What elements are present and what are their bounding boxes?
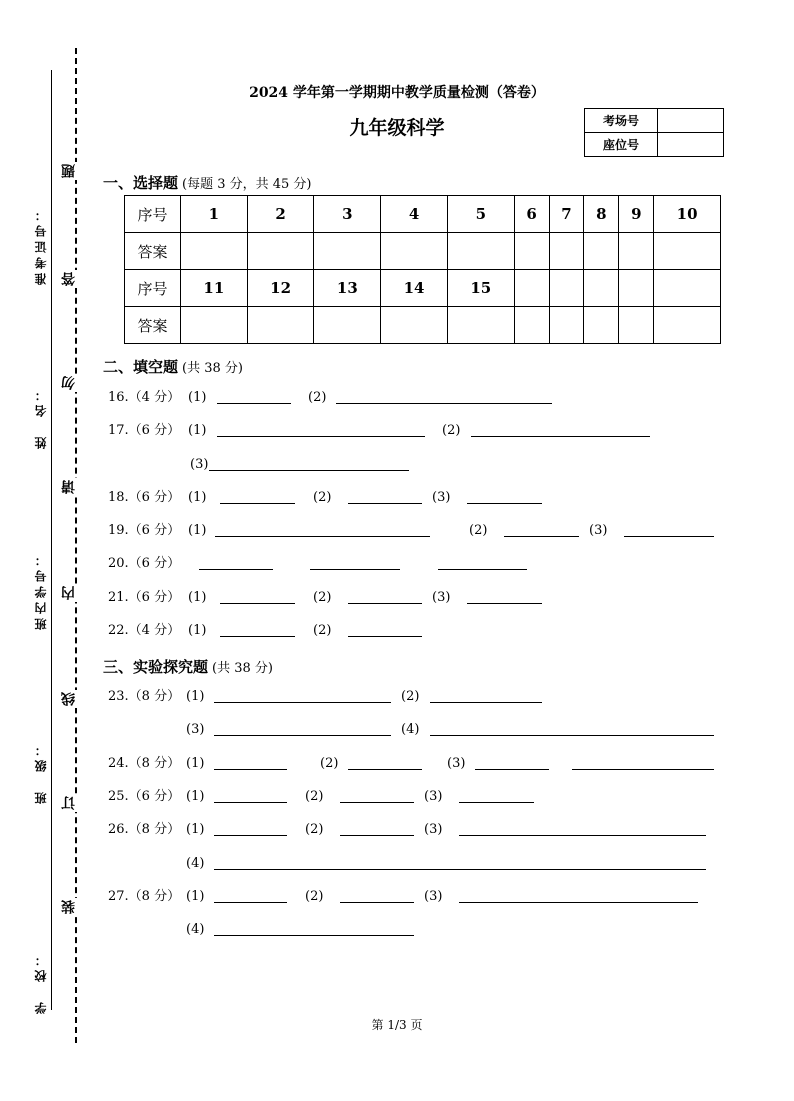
question-20 [0, 555, 794, 573]
question-number [619, 270, 654, 307]
question-number: 12 [247, 270, 314, 307]
question-number [514, 270, 549, 307]
answer-blank[interactable] [214, 921, 414, 936]
answer-blank[interactable] [459, 821, 706, 836]
answer-blank[interactable] [340, 888, 414, 903]
question-23-line-2 [0, 721, 794, 739]
class-number-field: 班内学号： [34, 550, 48, 630]
answer-blank[interactable] [336, 389, 552, 404]
seal-char: 订 [61, 796, 77, 810]
question-16 [0, 389, 794, 407]
part-label: (2) [401, 689, 420, 704]
row-label-answer: 答案 [125, 233, 181, 270]
answer-blank[interactable] [459, 888, 698, 903]
question-number: 1 [181, 196, 248, 233]
part-label: (1) [188, 623, 207, 638]
seal-char: 装 [61, 900, 77, 914]
question-number [584, 270, 619, 307]
question-number: 2 [247, 196, 314, 233]
answer-cell[interactable] [654, 307, 721, 344]
part-label: (3) [447, 756, 466, 771]
question-26-line-2 [0, 855, 794, 873]
part-label: (1) [188, 423, 207, 438]
question-label: 27.（8 分） [108, 889, 181, 904]
part-label: (3) [186, 722, 205, 737]
class-field: 班 级： [34, 740, 48, 804]
question-26 [0, 821, 794, 839]
question-label: 22.（4 分） [108, 623, 181, 638]
answer-cell[interactable] [514, 233, 549, 270]
section-2-heading [103, 356, 243, 377]
exam-room-seat-box [584, 108, 724, 157]
answer-cell[interactable] [447, 307, 514, 344]
answer-blank[interactable] [220, 489, 295, 504]
answer-cell[interactable] [584, 233, 619, 270]
answer-cell[interactable] [549, 233, 584, 270]
question-label: 19.（6 分） [108, 523, 181, 538]
answer-blank[interactable] [438, 555, 527, 570]
question-19 [0, 522, 794, 540]
answer-blank[interactable] [217, 422, 425, 437]
answer-blank[interactable] [340, 821, 414, 836]
part-label: (3) [424, 889, 443, 904]
question-label: 16.（4 分） [108, 390, 181, 405]
answer-blank[interactable] [209, 456, 409, 471]
section-1-title: 一、选择题 [103, 174, 179, 192]
question-number: 11 [181, 270, 248, 307]
question-number: 7 [549, 196, 584, 233]
part-label: (1) [188, 523, 207, 538]
answer-blank[interactable] [572, 755, 714, 770]
seal-char: 勿 [61, 376, 77, 390]
question-number [654, 270, 721, 307]
answer-cell[interactable] [247, 307, 314, 344]
answer-blank[interactable] [199, 555, 273, 570]
question-label: 24.（8 分） [108, 756, 181, 771]
answer-cell[interactable] [247, 233, 314, 270]
part-label: (1) [186, 789, 205, 804]
question-21 [0, 589, 794, 607]
part-label: (2) [308, 390, 327, 405]
section-1-note: (每题 3 分，共 45 分) [182, 177, 312, 192]
seal-char: 答 [61, 272, 77, 286]
answer-blank[interactable] [220, 589, 295, 604]
section-3-title: 三、实验探究题 [103, 658, 209, 676]
question-label: 17.（6 分） [108, 423, 181, 438]
part-label: (2) [305, 789, 324, 804]
answer-blank[interactable] [340, 788, 414, 803]
question-27 [0, 888, 794, 906]
answer-cell[interactable] [654, 233, 721, 270]
part-label: (3) [424, 789, 443, 804]
answer-blank[interactable] [214, 788, 287, 803]
part-label: (1) [186, 889, 205, 904]
answer-cell[interactable] [181, 307, 248, 344]
answer-blank[interactable] [220, 622, 295, 637]
row-label-number: 序号 [125, 270, 181, 307]
row-label-answer: 答案 [125, 307, 181, 344]
question-label: 18.（6 分） [108, 490, 181, 505]
answer-blank[interactable] [475, 755, 549, 770]
answer-cell[interactable] [447, 233, 514, 270]
answer-cell[interactable] [619, 307, 654, 344]
answer-cell[interactable] [181, 233, 248, 270]
question-label: 21.（6 分） [108, 590, 181, 605]
answer-blank[interactable] [624, 522, 714, 537]
answer-cell[interactable] [584, 307, 619, 344]
subject-title: 九年级科学 [349, 117, 445, 139]
part-label: (3) [432, 590, 451, 605]
answer-cell[interactable] [514, 307, 549, 344]
answer-blank[interactable] [348, 489, 422, 504]
question-number: 3 [314, 196, 381, 233]
answer-cell[interactable] [619, 233, 654, 270]
answer-blank[interactable] [214, 721, 391, 736]
choice-answer-grid [124, 195, 721, 344]
part-label: (2) [305, 889, 324, 904]
answer-blank[interactable] [215, 522, 430, 537]
answer-blank[interactable] [348, 589, 422, 604]
question-25 [0, 788, 794, 806]
answer-blank[interactable] [214, 888, 287, 903]
answer-blank[interactable] [430, 721, 714, 736]
answer-cell[interactable] [314, 307, 381, 344]
admission-number-field: 准考证号： [34, 205, 48, 285]
part-label: (1) [188, 590, 207, 605]
exam-room-field[interactable] [658, 109, 724, 133]
part-label: (2) [305, 822, 324, 837]
part-label: (3) [432, 490, 451, 505]
answer-blank[interactable] [467, 589, 542, 604]
question-17 [0, 422, 794, 440]
answer-blank[interactable] [430, 688, 542, 703]
part-label: (2) [313, 590, 332, 605]
name-field: 姓 名： [34, 385, 48, 449]
part-label: (1) [188, 390, 207, 405]
answer-blank[interactable] [214, 821, 287, 836]
exam-room-label: 考场号 [585, 109, 658, 133]
question-number: 5 [447, 196, 514, 233]
section-2-note: (共 38 分) [182, 361, 243, 376]
question-number: 15 [447, 270, 514, 307]
part-label: (3) [190, 457, 209, 472]
question-24 [0, 755, 794, 773]
answer-blank[interactable] [310, 555, 400, 570]
part-label: (2) [313, 490, 332, 505]
answer-cell[interactable] [549, 307, 584, 344]
part-label: (4) [186, 922, 205, 937]
part-label: (3) [424, 822, 443, 837]
part-label: (1) [186, 822, 205, 837]
section-3-note: (共 38 分) [212, 661, 273, 676]
part-label: (2) [442, 423, 461, 438]
section-1-heading [103, 172, 312, 193]
row-label-number: 序号 [125, 196, 181, 233]
answer-cell[interactable] [381, 307, 448, 344]
part-label: (2) [313, 623, 332, 638]
question-27-line-2 [0, 921, 794, 939]
part-label: (2) [469, 523, 488, 538]
answer-blank[interactable] [214, 688, 391, 703]
part-label: (4) [186, 856, 205, 871]
question-18 [0, 489, 794, 507]
part-label: (1) [186, 756, 205, 771]
answer-blank[interactable] [467, 489, 542, 504]
question-label: 26.（8 分） [108, 822, 181, 837]
part-label: (2) [320, 756, 339, 771]
part-label: (1) [186, 689, 205, 704]
answer-blank[interactable] [471, 422, 650, 437]
question-label: 23.（8 分） [108, 689, 181, 704]
exam-title: 2024 学年第一学期期中教学质量检测（答卷） [249, 85, 545, 101]
question-number: 6 [514, 196, 549, 233]
section-3-heading [103, 656, 273, 677]
part-label: (1) [188, 490, 207, 505]
section-2-title: 二、填空题 [103, 358, 179, 376]
question-number: 14 [381, 270, 448, 307]
seal-char: 内 [61, 586, 77, 600]
question-number: 4 [381, 196, 448, 233]
part-label: (3) [589, 523, 608, 538]
seal-char: 线 [61, 692, 77, 706]
question-23 [0, 688, 794, 706]
answer-blank[interactable] [214, 755, 287, 770]
page-number: 第 1/3 页 [371, 1018, 423, 1032]
seal-char: 题 [61, 164, 77, 178]
answer-cell[interactable] [314, 233, 381, 270]
question-number [549, 270, 584, 307]
answer-blank[interactable] [504, 522, 579, 537]
question-number: 13 [314, 270, 381, 307]
answer-blank[interactable] [214, 855, 706, 870]
question-label: 25.（6 分） [108, 789, 181, 804]
seal-char: 请 [61, 480, 77, 494]
seat-field[interactable] [658, 133, 724, 157]
question-number: 8 [584, 196, 619, 233]
question-number: 10 [654, 196, 721, 233]
answer-blank[interactable] [217, 389, 291, 404]
part-label: (4) [401, 722, 420, 737]
seat-label: 座位号 [585, 133, 658, 157]
answer-blank[interactable] [459, 788, 534, 803]
answer-blank[interactable] [348, 755, 422, 770]
question-17-line-2 [0, 456, 794, 474]
question-22 [0, 622, 794, 640]
question-label: 20.（6 分） [108, 556, 181, 571]
school-field: 学 校： [34, 950, 48, 1014]
answer-cell[interactable] [381, 233, 448, 270]
question-number: 9 [619, 196, 654, 233]
answer-blank[interactable] [348, 622, 422, 637]
